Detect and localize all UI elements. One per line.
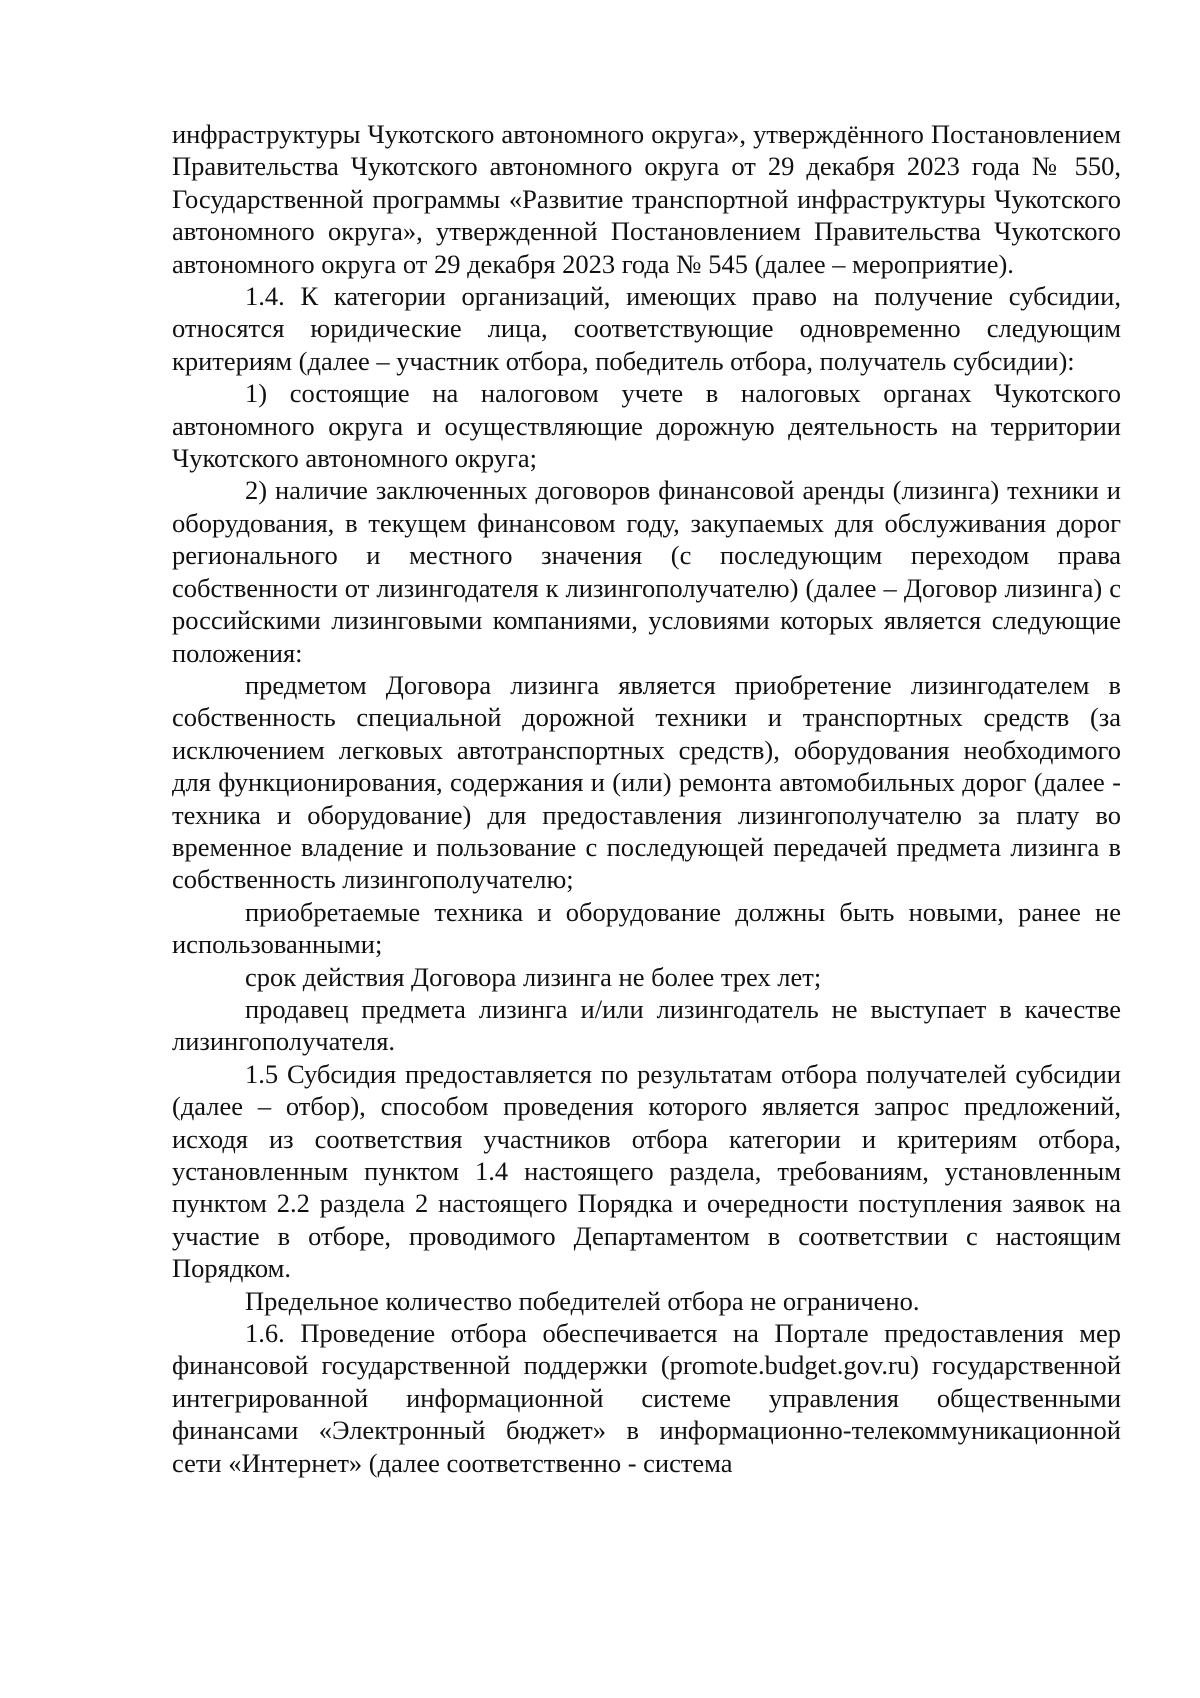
paragraph-criterion-2: 2) наличие заключенных договоров финансовой аренды (лизинга) техники и оборудования, в текущем финансовом году, закупаемых для обслуживания дорог регионального и местного значения (с последующим переходом права собственности от лизингодателя к лизингополучателю) (далее – Договор лизинга) с российскими лизинговыми компаниями, условиями которых является следующие положения:	[172, 475, 1121, 668]
paragraph-1-5-selection: 1.5 Субсидия предоставляется по результатам отбора получателей субсидии (далее – отбор), способом проведения которого является запрос предложений, исходя из соответствия участников отбора категории и критериям отбора, установленным пунктом 1.4 настоящего раздела, требованиям, установленным пунктом 2.2 раздела 2 настоящего Порядка и очередности поступления заявок на участие в отборе, проводимого Департаментом в соответствии с настоящим Порядком.	[172, 1058, 1121, 1284]
paragraph-contract-term: срок действия Договора лизинга не более трех лет;	[245, 961, 822, 992]
paragraph-criterion-1: 1) состоящие на налоговом учете в налоговых органах Чукотского автономного округа и осуществляющие дорожную деятельность на территории Чукотского автономного округа;	[172, 378, 1121, 474]
paragraph-1-4-criteria: 1.4. К категории организаций, имеющих право на получение субсидии, относятся юридические лица, соответствующие одновременно следующим критериям (далее – участник отбора, победитель отбора, получатель субсидии):	[172, 281, 1121, 376]
paragraph-leasing-subject: предметом Договора лизинга является приобретение лизингодателем в собственность специальной дорожной техники и транспортных средств (за исключением легковых автотранспортных средств), оборудования необходимого для функционирования, содержания и (или) ремонта автомобильных дорог (далее - техника и оборудование) для предоставления лизингополучателю за плату во временное владение и пользование с последующей передачей предмета лизинга в собственность лизингополучателю;	[172, 669, 1121, 895]
paragraph-program-reference: инфраструктуры Чукотского автономного округа», утверждённого Постановлением Правительства Чукотского автономного округа от 29 декабря 2023 года № 550, Государственной программы «Развитие транспортной инфраструктуры Чукотского автономного округа», утвержденной Постановлением Правительства Чукотского автономного округа от 29 декабря 2023 года № 545 (далее – мероприятие).	[172, 119, 1121, 279]
document-page	[172, 118, 1121, 1479]
paragraph-equipment-new: приобретаемые техника и оборудование должны быть новыми, ранее не использованными;	[172, 896, 1121, 960]
paragraph-1-6-portal: 1.6. Проведение отбора обеспечивается на Портале предоставления мер финансовой государственной поддержки (promote.budget.gov.ru) государственной интегрированной информационной системе управления общественными финансами «Электронный бюджет» в информационно-телекоммуникационной сети «Интернет» (далее соответственно - система	[172, 1318, 1121, 1478]
paragraph-seller-condition: продавец предмета лизинга и/или лизингодатель не выступает в качестве лизингополучателя.	[172, 993, 1121, 1057]
paragraph-winners-limit: Предельное количество победителей отбора не ограничено.	[245, 1285, 920, 1316]
